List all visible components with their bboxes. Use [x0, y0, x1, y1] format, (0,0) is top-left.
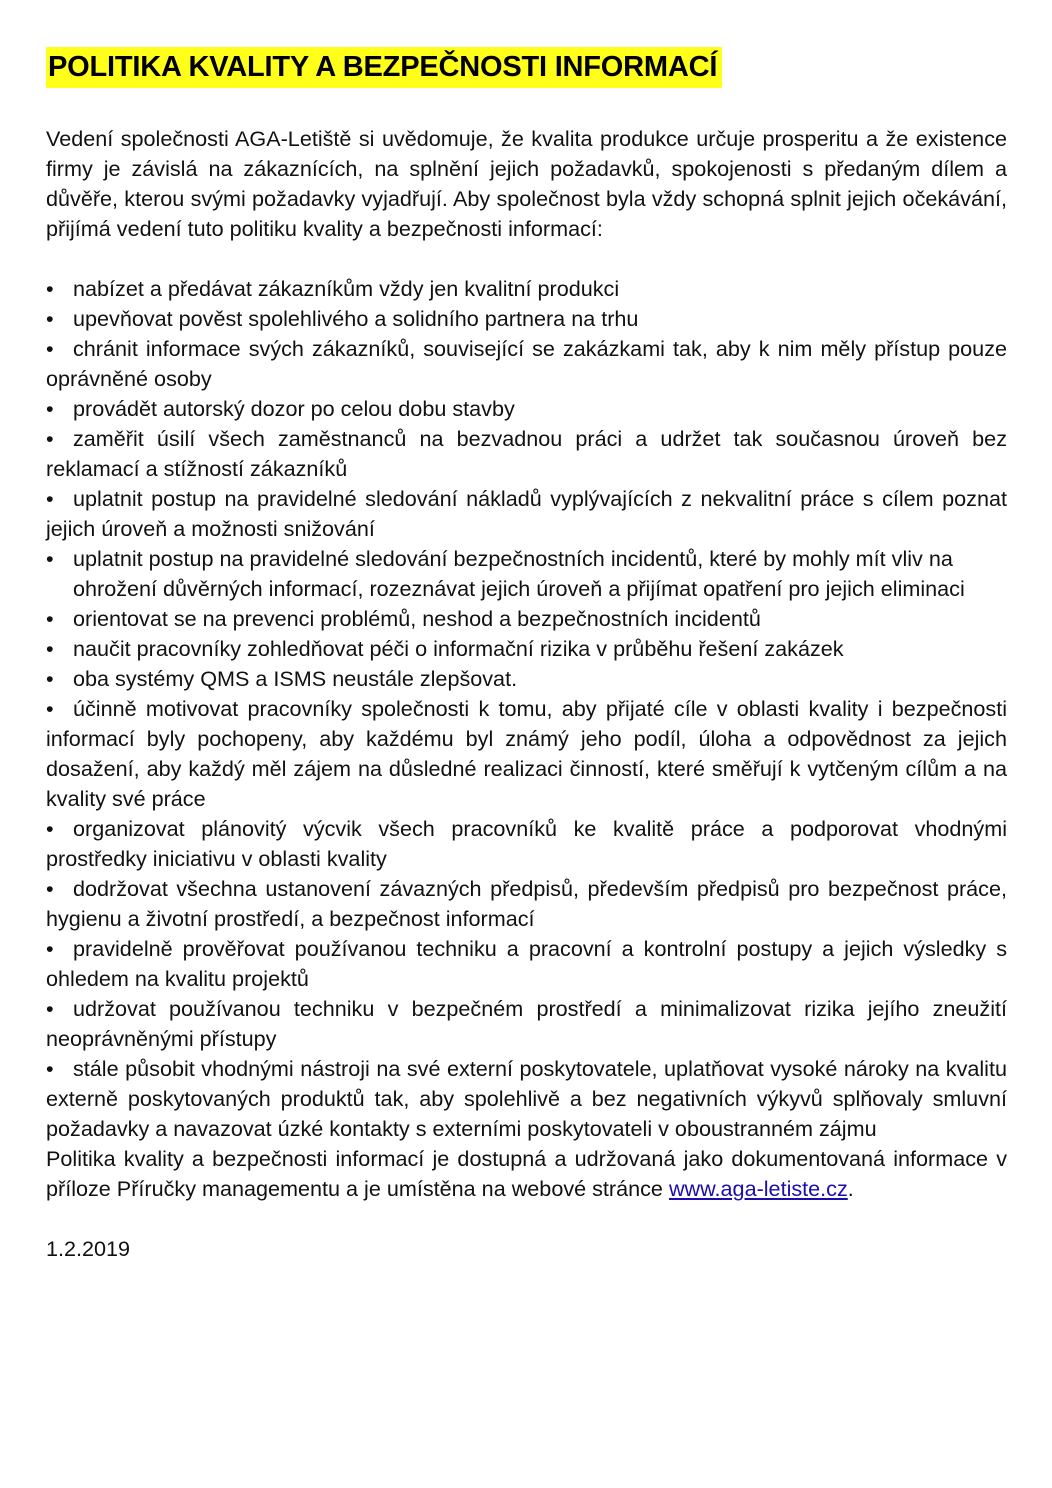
- bullet-icon: •: [46, 426, 54, 451]
- list-item-text: účinně motivovat pracovníky společnosti k tomu, aby přijaté cíle v oblasti kvality i bezpečnosti informací byly pochopeny, aby každému byl známý jeho podíl, úloha a odpovědnost za jejich dosažení, aby každý měl zájem na důsledné realizaci činností, které směřují k vytčeným cílům a na kvality své práce: [46, 696, 1007, 811]
- list-item: [46, 694, 1007, 814]
- list-item: [46, 664, 1007, 694]
- list-item-text: organizovat plánovitý výcvik všech pracovníků ke kvalitě práce a podporovat vhodnými prostředky iniciativu v oblasti kvality: [46, 816, 1007, 871]
- list-item-text: dodržovat všechna ustanovení závazných předpisů, především předpisů pro bezpečnost práce, hygienu a životní prostředí, a bezpečnost informací: [46, 876, 1007, 931]
- bullet-icon: •: [46, 276, 54, 301]
- closing-paragraph: [46, 1144, 1007, 1204]
- bullet-icon: •: [46, 696, 54, 721]
- list-item: [46, 274, 1007, 304]
- list-item-text: nabízet a předávat zákazníkům vždy jen kvalitní produkci: [73, 276, 620, 301]
- bullet-icon: •: [46, 336, 54, 361]
- document-date: 1.2.2019: [46, 1236, 131, 1261]
- policy-list: [46, 274, 1007, 1144]
- list-item: [46, 394, 1007, 424]
- list-item: [46, 634, 1007, 664]
- list-item: [46, 1054, 1007, 1144]
- document-body: [46, 124, 1007, 1264]
- bullet-icon: •: [46, 996, 54, 1021]
- list-item: [46, 304, 1007, 334]
- list-item-text: oba systémy QMS a ISMS neustále zlepšovat.: [73, 666, 518, 691]
- bullet-icon: •: [46, 306, 54, 331]
- list-item-text: zaměřit úsilí všech zaměstnanců na bezvadnou práci a udržet tak současnou úroveň bez reklamací a stížností zákazníků: [46, 426, 1007, 481]
- list-item-text: provádět autorský dozor po celou dobu stavby: [73, 396, 515, 421]
- closing-end: .: [847, 1176, 854, 1201]
- list-item-text: udržovat používanou techniku v bezpečném prostředí a minimalizovat rizika jejího zneužití neoprávněnými přístupy: [46, 996, 1007, 1051]
- list-item-text: orientovat se na prevenci problémů, neshod a bezpečnostních incidentů: [73, 606, 761, 631]
- bullet-icon: •: [46, 816, 54, 841]
- list-item: [46, 874, 1007, 934]
- list-item: [46, 814, 1007, 874]
- list-item: [46, 934, 1007, 994]
- bullet-icon: •: [46, 666, 54, 691]
- list-item-text: uplatnit postup na pravidelné sledování bezpečnostních incidentů, které by mohly mít vliv na ohrožení důvěrných informací, rozeznávat jejich úroveň a přijímat opatření pro jejich eliminaci: [73, 546, 965, 601]
- list-item-text: stále působit vhodnými nástroji na své externí poskytovatele, uplatňovat vysoké nároky na kvalitu externě poskytovaných produktů tak, aby spolehlivě a bez negativních výkyvů splňovaly smluvní požadavky a navazovat úzké kontakty s externími poskytovateli v oboustranném zájmu: [46, 1056, 1007, 1141]
- list-item: [46, 544, 1007, 604]
- bullet-icon: •: [46, 486, 54, 511]
- list-item-text: chránit informace svých zákazníků, související se zakázkami tak, aby k nim měly přístup pouze oprávněné osoby: [46, 336, 1007, 391]
- list-item: [46, 604, 1007, 634]
- intro-paragraph: Vedení společnosti AGA-Letiště si uvědomuje, že kvalita produkce určuje prosperitu a že existence firmy je závislá na zákaznících, na splnění jejich požadavků, spokojenosti s předaným dílem a důvěře, kterou svými požadavky vyjadřují. Aby společnost byla vždy schopná splnit jejich očekávání, přijímá vedení tuto politiku kvality a bezpečnosti informací:: [46, 126, 1007, 241]
- list-item: [46, 994, 1007, 1054]
- closing-text: Politika kvality a bezpečnosti informací je dostupná a udržovaná jako dokumentovaná informace v příloze Příručky managementu a je umístěna na webové stránce: [46, 1146, 1007, 1201]
- bullet-icon: •: [46, 546, 54, 571]
- bullet-icon: •: [46, 936, 54, 961]
- website-link[interactable]: www.aga-letiste.cz: [668, 1176, 848, 1201]
- list-item-text: uplatnit postup na pravidelné sledování nákladů vyplývajících z nekvalitní práce s cílem poznat jejich úroveň a možnosti snižování: [46, 486, 1007, 541]
- list-item-text: naučit pracovníky zohledňovat péči o informační rizika v průběhu řešení zakázek: [73, 636, 844, 661]
- document-title: POLITIKA KVALITY A BEZPEČNOSTI INFORMACÍ: [46, 47, 722, 88]
- list-item-text: upevňovat pověst spolehlivého a solidního partnera na trhu: [73, 306, 639, 331]
- bullet-icon: •: [46, 876, 54, 901]
- bullet-icon: •: [46, 1056, 54, 1081]
- bullet-icon: •: [46, 606, 54, 631]
- list-item-text: pravidelně prověřovat používanou techniku a pracovní a kontrolní postupy a jejich výsledky s ohledem na kvalitu projektů: [46, 936, 1007, 991]
- list-item: [46, 484, 1007, 544]
- list-item: [46, 424, 1007, 484]
- bullet-icon: •: [46, 396, 54, 421]
- list-item: [46, 334, 1007, 394]
- bullet-icon: •: [46, 636, 54, 661]
